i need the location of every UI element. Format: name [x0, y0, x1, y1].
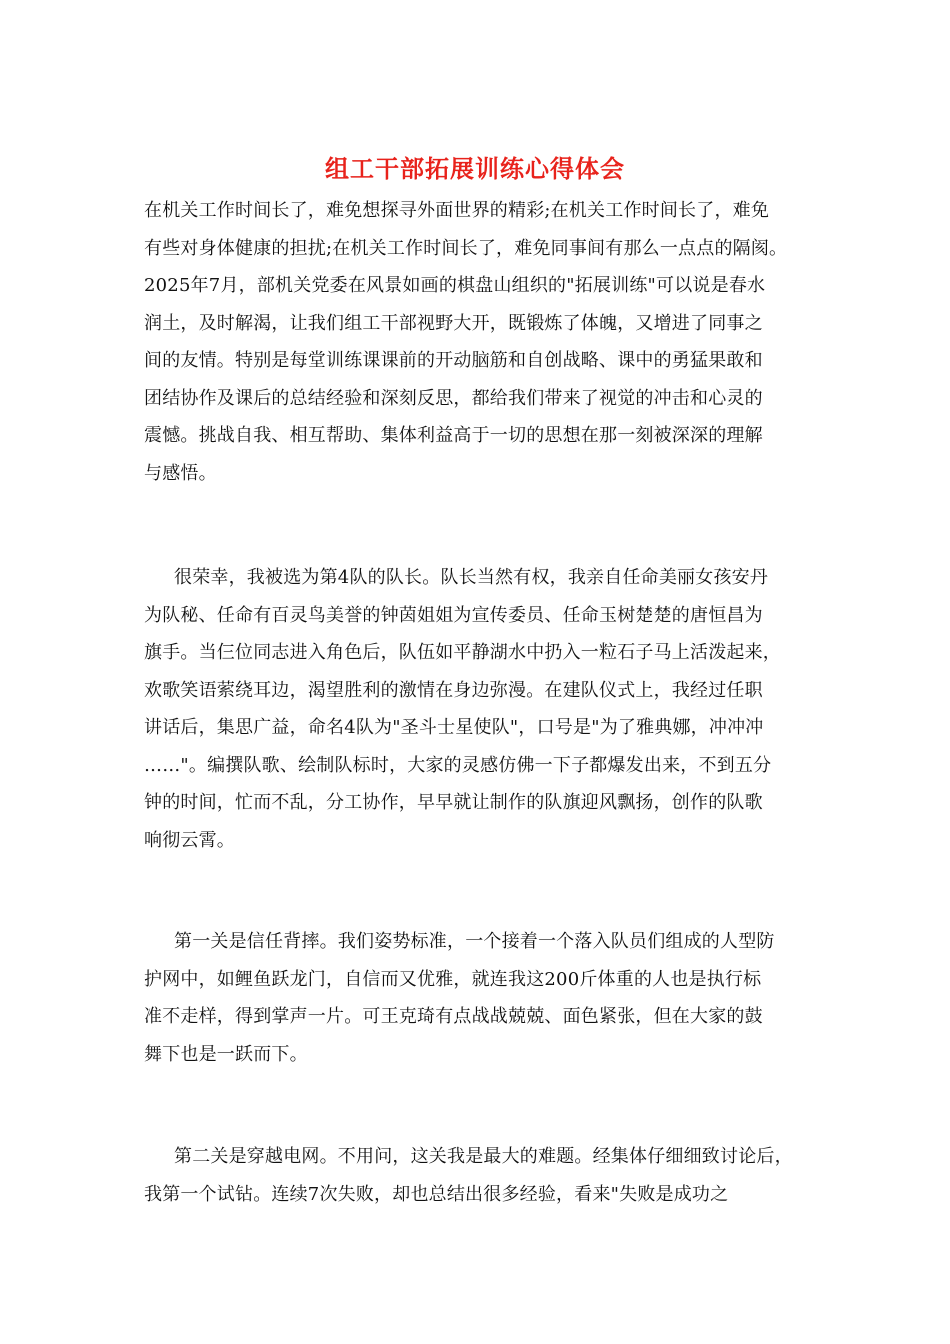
- paragraph-electric-net: [144, 1138, 793, 1213]
- paragraph-line: 护网中，如鲤鱼跃龙门，自信而又优雅，就连我这200斤体重的人也是执行标: [144, 968, 762, 990]
- paragraph-line: 第一关是信任背摔。我们姿势标准，一个接着一个落入队员们组成的人型防: [174, 931, 775, 952]
- paragraph-intro: [144, 192, 787, 492]
- paragraph-line: 为队秘、任命有百灵鸟美誉的钟茵姐姐为宣传委员、任命玉树楚楚的唐恒昌为: [144, 604, 763, 626]
- paragraph-line: 准不走样，得到掌声一片。可王克琦有点战战兢兢、面色紧张，但在大家的鼓: [144, 1006, 763, 1027]
- document-title: 组工干部拓展训练心得体会: [325, 154, 625, 183]
- paragraph-line: 讲话后，集思广益，命名4队为"圣斗士星使队"，口号是"为了雅典娜，冲冲冲: [144, 717, 764, 738]
- paragraph-line: 团结协作及课后的总结经验和深刻反思，都给我们带来了视觉的冲击和心灵的: [144, 387, 763, 409]
- paragraph-line: 2025年7月，部机关党委在风景如画的棋盘山组织的"拓展训练"可以说是春水: [144, 275, 766, 296]
- paragraph-line: 与感悟。: [144, 462, 217, 484]
- paragraph-line: 我第一个试钻。连续7次失败，却也总结出很多经验，看来"失败是成功之: [144, 1183, 729, 1205]
- paragraph-line: 响彻云霄。: [144, 829, 235, 851]
- paragraph-line: 间的友情。特别是每堂训练课课前的开动脑筋和自创战略、课中的勇猛果敢和: [144, 350, 763, 371]
- paragraph-line: 很荣幸，我被选为第4队的队长。队长当然有权，我亲自任命美丽女孩安丹: [174, 567, 769, 588]
- paragraph-line: 欢歌笑语萦绕耳边，渴望胜利的激情在身边弥漫。在建队仪式上，我经过任职: [144, 679, 763, 701]
- paragraph-line: ……"。编撰队歌、绘制队标时，大家的灵感仿佛一下子都爆发出来，不到五分: [144, 754, 772, 776]
- paragraph-trust-fall: [144, 923, 775, 1073]
- paragraph-line: 钟的时间，忙而不乱，分工协作，早早就让制作的队旗迎风飘扬，创作的队歌: [144, 792, 763, 813]
- paragraph-line: 舞下也是一跃而下。: [144, 1043, 308, 1065]
- paragraph-line: 旗手。当仨位同志进入角色后，队伍如平静湖水中扔入一粒石子马上活泼起来，: [144, 642, 781, 663]
- paragraph-line: 震憾。挑战自我、相互帮助、集体利益高于一切的思想在那一刻被深深的理解: [144, 425, 763, 446]
- paragraph-line: 第二关是穿越电网。不用问，这关我是最大的难题。经集体仔细细致讨论后，: [174, 1146, 793, 1167]
- paragraph-line: 有些对身体健康的担扰;在机关工作时间长了，难免同事间有那么一点点的隔阂。: [144, 237, 788, 259]
- paragraph-line: 在机关工作时间长了，难免想探寻外面世界的精彩;在机关工作时间长了，难免: [144, 200, 770, 221]
- paragraph-line: 润土，及时解渴，让我们组工干部视野大开，既锻炼了体魄，又增进了同事之: [144, 312, 763, 334]
- paragraph-team-leader: [144, 559, 781, 859]
